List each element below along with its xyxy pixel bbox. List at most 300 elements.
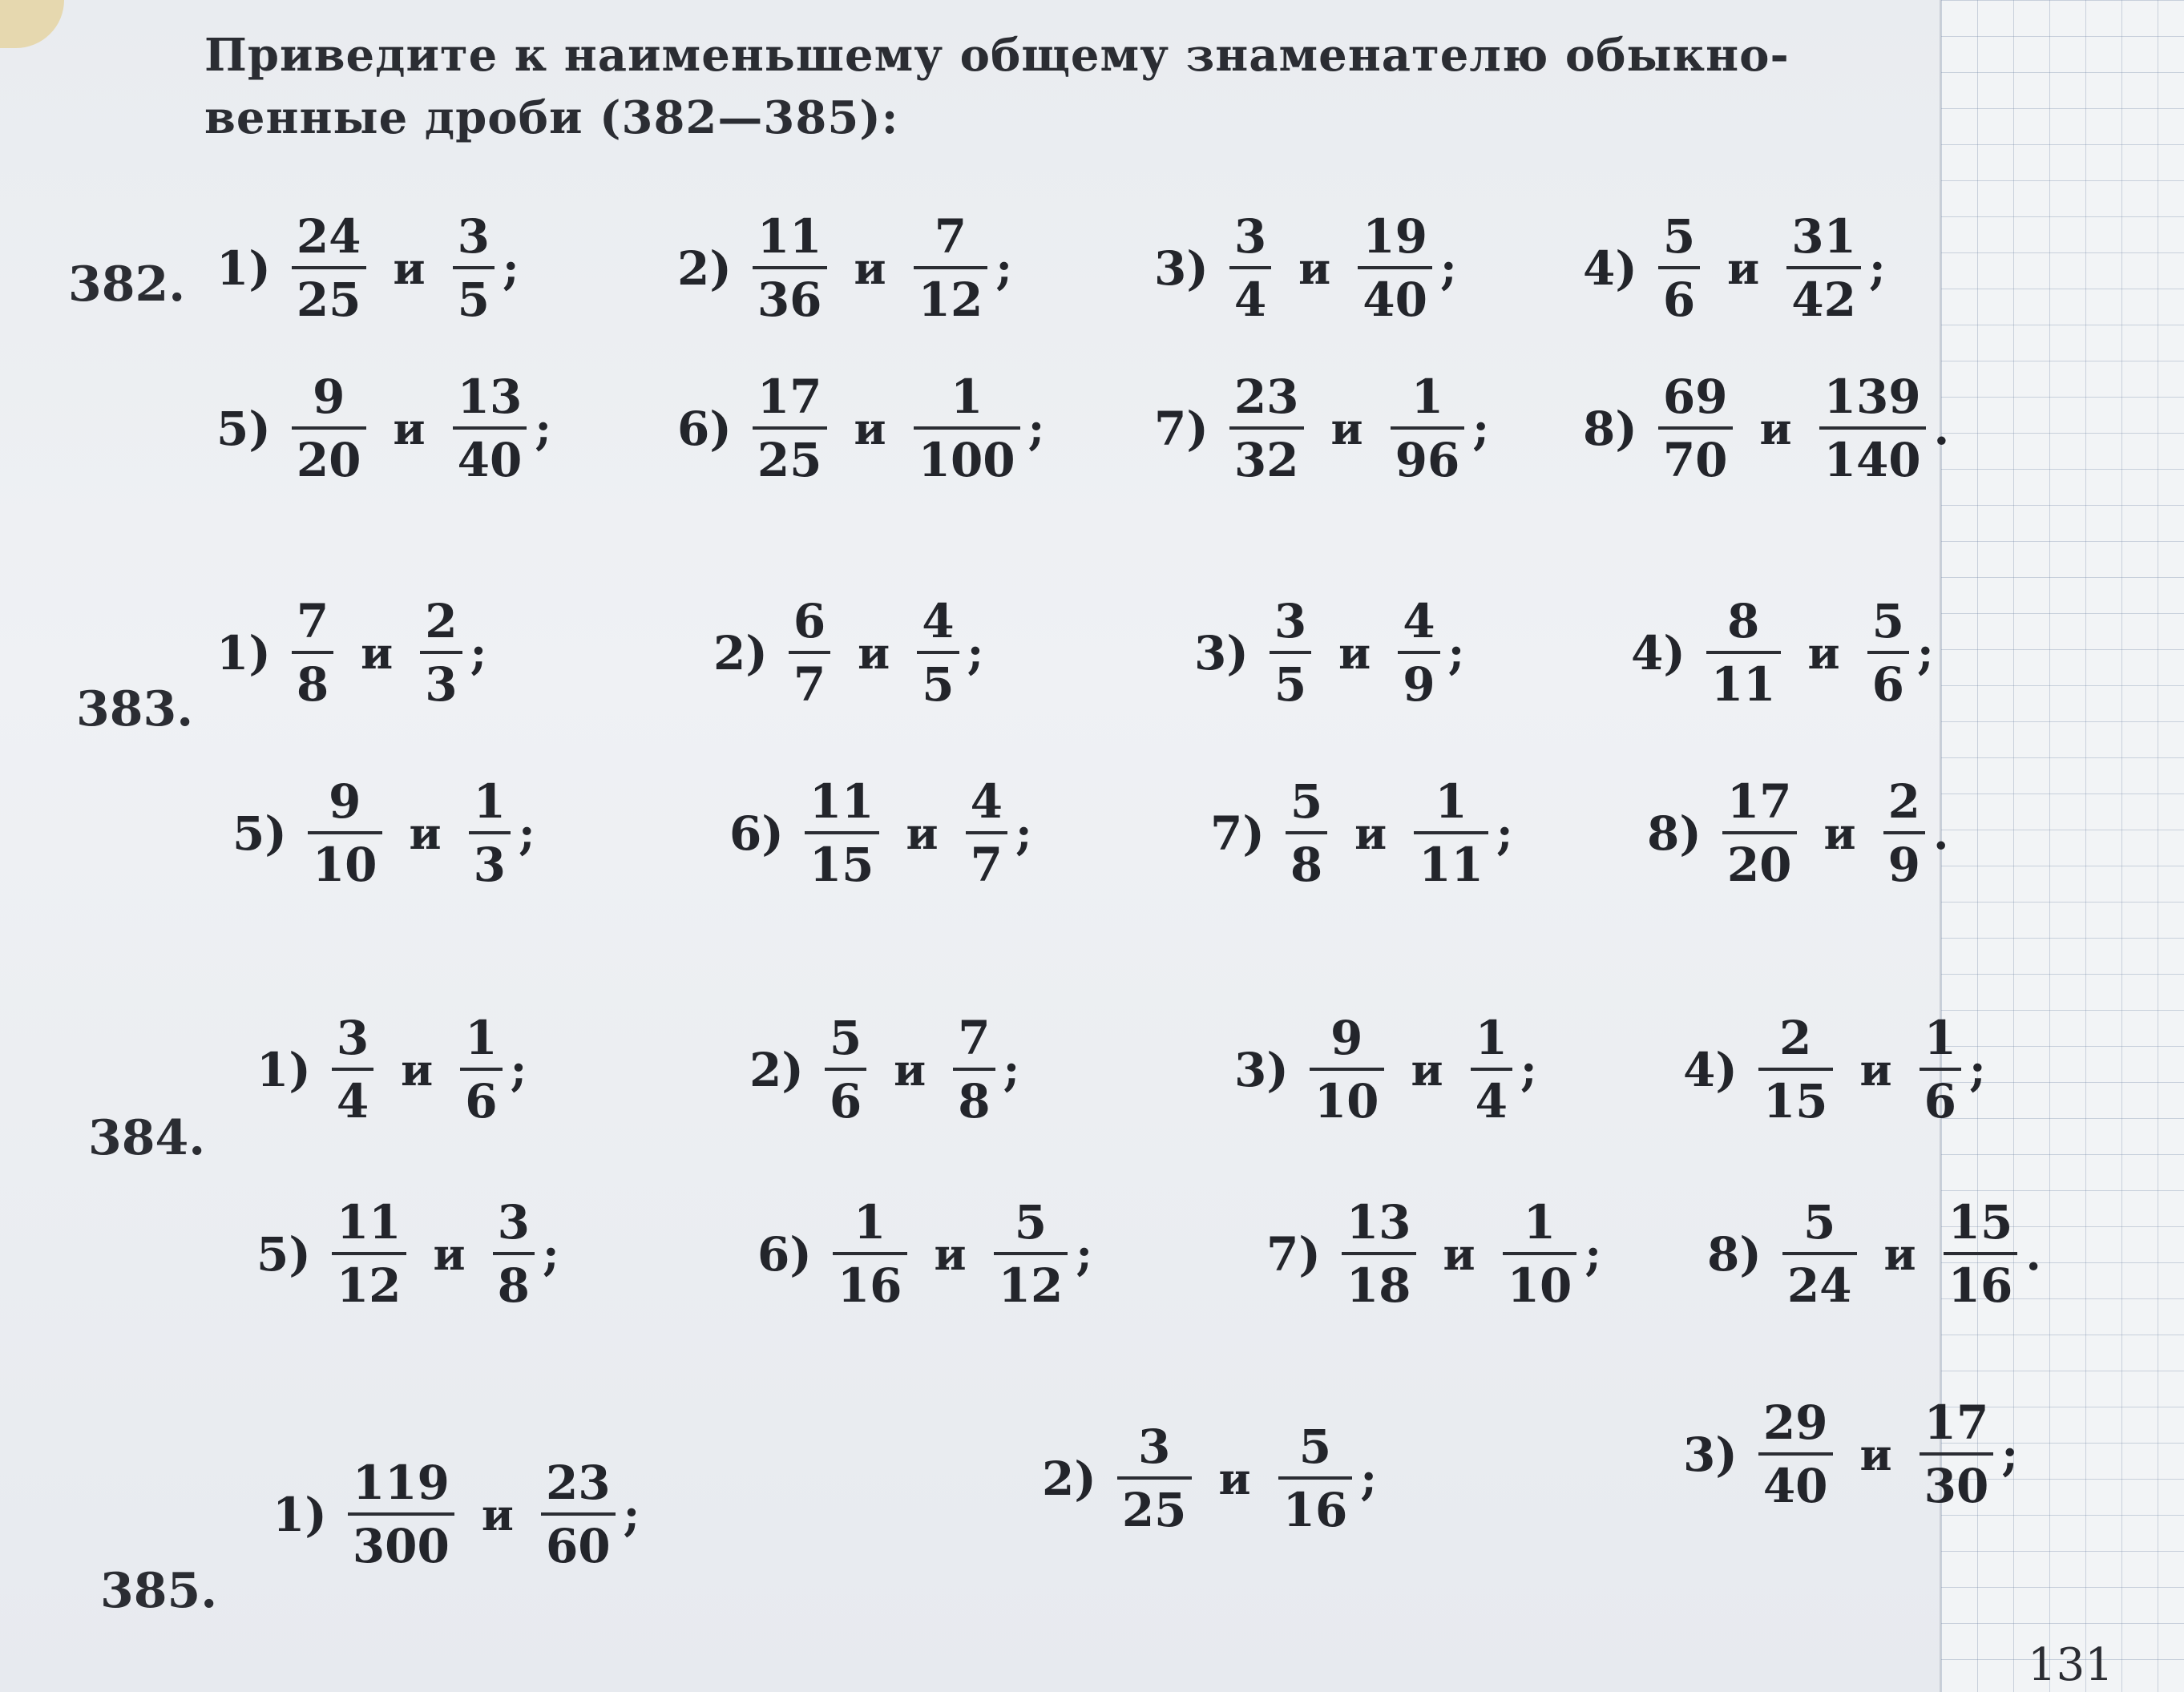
numerator: 1 — [473, 774, 506, 829]
fraction-bar — [292, 266, 366, 269]
first-fraction — [332, 1195, 406, 1313]
denominator: 25 — [757, 432, 822, 487]
conjunction: и — [1338, 627, 1371, 679]
item-label: 1) — [216, 625, 271, 680]
numerator: 5 — [1290, 774, 1323, 829]
first-fraction — [1758, 1011, 1833, 1129]
first-fraction — [753, 209, 827, 327]
fraction-bar — [1398, 651, 1439, 654]
exercise-item — [256, 1011, 527, 1129]
fraction-bar — [1658, 266, 1700, 269]
denominator: 7 — [793, 656, 826, 712]
first-fraction — [1229, 369, 1304, 487]
denominator: 8 — [958, 1073, 991, 1129]
exercise-item — [216, 594, 487, 712]
numerator: 2 — [1778, 1011, 1812, 1065]
first-fraction — [1722, 774, 1797, 892]
first-fraction — [348, 1456, 454, 1573]
numerator: 29 — [1762, 1395, 1828, 1450]
exercise-item — [677, 369, 1045, 487]
denominator: 40 — [1762, 1458, 1828, 1513]
fraction-bar — [917, 651, 959, 654]
denominator: 9 — [1403, 656, 1435, 712]
item-punctuation: ; — [1916, 626, 1934, 680]
second-fraction — [1414, 774, 1488, 892]
exercise-number: 382. — [68, 256, 186, 313]
item-punctuation: ; — [518, 806, 535, 860]
fraction-bar — [1229, 266, 1271, 269]
fraction-bar — [753, 426, 827, 430]
item-punctuation: ; — [1027, 402, 1045, 455]
denominator: 8 — [497, 1258, 530, 1313]
second-fraction — [1819, 369, 1926, 487]
item-punctuation: ; — [2001, 1427, 2018, 1481]
denominator: 40 — [1362, 272, 1427, 327]
second-fraction — [469, 774, 511, 892]
numerator: 119 — [352, 1456, 450, 1510]
first-fraction — [1658, 209, 1700, 327]
exercise-item — [713, 594, 984, 712]
fraction-bar — [966, 831, 1007, 834]
numerator: 31 — [1791, 209, 1856, 264]
numerator: 23 — [545, 1456, 611, 1510]
fraction-bar — [348, 1512, 454, 1516]
numerator: 5 — [829, 1011, 862, 1065]
fraction-bar — [1944, 1252, 2018, 1255]
item-label: 7) — [1210, 806, 1265, 861]
conjunction: и — [1859, 1428, 1892, 1480]
exercise-item — [1266, 1195, 1601, 1313]
first-fraction — [1706, 594, 1781, 712]
item-punctuation: ; — [1003, 1043, 1020, 1096]
numerator: 139 — [1823, 369, 1921, 424]
item-label: 8) — [1647, 806, 1702, 861]
numerator: 2 — [1887, 774, 1920, 829]
exercise-item — [1194, 594, 1465, 712]
conjunction: и — [1330, 402, 1363, 454]
fraction-bar — [1883, 831, 1925, 834]
numerator: 13 — [457, 369, 523, 424]
item-label: 3) — [1683, 1427, 1738, 1482]
item-label: 2) — [749, 1042, 804, 1097]
item-label: 2) — [677, 240, 732, 296]
conjunction: и — [433, 1228, 466, 1280]
denominator: 6 — [1871, 656, 1904, 712]
fraction-bar — [332, 1252, 406, 1255]
item-punctuation: ; — [510, 1043, 527, 1096]
second-fraction — [1920, 1011, 1961, 1129]
second-fraction — [1391, 369, 1465, 487]
denominator: 5 — [1274, 656, 1307, 712]
denominator: 300 — [352, 1518, 450, 1573]
item-punctuation: ; — [1585, 1227, 1601, 1281]
conjunction: и — [1859, 1044, 1892, 1096]
second-fraction — [453, 209, 495, 327]
item-punctuation: . — [1932, 806, 1949, 860]
numerator: 4 — [1403, 594, 1435, 648]
numerator: 11 — [757, 209, 822, 264]
second-fraction — [493, 1195, 535, 1313]
item-label: 3) — [1154, 240, 1209, 296]
item-label: 7) — [1154, 401, 1209, 456]
fraction-bar — [953, 1068, 995, 1071]
denominator: 16 — [1948, 1258, 2013, 1313]
numerator: 3 — [336, 1011, 369, 1065]
fraction-bar — [1758, 1452, 1833, 1456]
fraction-bar — [1286, 831, 1327, 834]
denominator: 6 — [465, 1073, 498, 1129]
denominator: 4 — [1233, 272, 1267, 327]
denominator: 11 — [1419, 837, 1484, 892]
second-fraction — [1398, 594, 1439, 712]
item-punctuation: ; — [1472, 402, 1489, 455]
first-fraction — [1758, 1395, 1833, 1513]
conjunction: и — [393, 242, 426, 294]
second-fraction — [453, 369, 527, 487]
denominator: 96 — [1395, 432, 1460, 487]
fraction-bar — [420, 651, 462, 654]
item-punctuation: ; — [1076, 1227, 1092, 1281]
item-punctuation: ; — [1360, 1452, 1377, 1505]
denominator: 140 — [1823, 432, 1921, 487]
first-fraction — [308, 774, 382, 892]
numerator: 13 — [1346, 1195, 1411, 1250]
exercise-item — [216, 209, 519, 327]
fraction-bar — [1270, 651, 1311, 654]
denominator: 7 — [970, 837, 1003, 892]
second-fraction — [1883, 774, 1925, 892]
item-label: 4) — [1683, 1042, 1738, 1097]
second-fraction — [541, 1456, 616, 1573]
conjunction: и — [401, 1044, 434, 1096]
denominator: 16 — [1282, 1482, 1348, 1537]
conjunction: и — [894, 1044, 926, 1096]
numerator: 5 — [1871, 594, 1904, 648]
numerator: 9 — [1330, 1011, 1363, 1065]
fraction-bar — [1358, 266, 1432, 269]
denominator: 3 — [425, 656, 458, 712]
numerator: 3 — [1137, 1419, 1171, 1474]
item-punctuation: ; — [967, 626, 984, 680]
second-fraction — [914, 209, 988, 327]
denominator: 18 — [1346, 1258, 1411, 1313]
numerator: 1 — [465, 1011, 498, 1065]
conjunction: и — [361, 627, 394, 679]
conjunction: и — [1411, 1044, 1443, 1096]
item-label: 6) — [677, 401, 732, 456]
conjunction: и — [393, 402, 426, 454]
denominator: 6 — [829, 1073, 862, 1129]
item-label: 8) — [1583, 401, 1637, 456]
conjunction: и — [1354, 807, 1387, 859]
numerator: 5 — [1014, 1195, 1048, 1250]
first-fraction — [292, 209, 366, 327]
first-fraction — [1310, 1011, 1384, 1129]
numerator: 24 — [296, 209, 361, 264]
numerator: 2 — [425, 594, 458, 648]
exercise-number: 383. — [76, 681, 194, 737]
second-fraction — [914, 369, 1020, 487]
numerator: 9 — [312, 369, 345, 424]
first-fraction — [1782, 1195, 1857, 1313]
item-label: 4) — [1583, 240, 1637, 296]
item-punctuation: ; — [1868, 241, 1886, 295]
numerator: 3 — [497, 1195, 530, 1250]
item-label: 5) — [256, 1226, 311, 1282]
fraction-bar — [914, 266, 988, 269]
denominator: 30 — [1924, 1458, 1989, 1513]
exercise-item — [1583, 369, 1950, 487]
item-punctuation: ; — [1447, 626, 1465, 680]
item-label: 2) — [713, 625, 768, 680]
second-fraction — [1503, 1195, 1577, 1313]
fraction-bar — [1722, 831, 1797, 834]
fraction-bar — [332, 1068, 373, 1071]
fraction-bar — [825, 1068, 866, 1071]
second-fraction — [966, 774, 1007, 892]
item-punctuation: ; — [1439, 241, 1457, 295]
fraction-bar — [292, 426, 366, 430]
first-fraction — [825, 1011, 866, 1129]
exercise-item — [1683, 1011, 1986, 1129]
second-fraction — [1278, 1419, 1353, 1537]
denominator: 3 — [473, 837, 506, 892]
denominator: 42 — [1791, 272, 1856, 327]
second-fraction — [460, 1011, 502, 1129]
item-label: 7) — [1266, 1226, 1321, 1282]
conjunction: и — [1759, 402, 1792, 454]
fraction-bar — [1786, 266, 1861, 269]
denominator: 100 — [918, 432, 1015, 487]
numerator: 17 — [1924, 1395, 1989, 1450]
exercise-item — [1631, 594, 1934, 712]
fraction-bar — [1706, 651, 1781, 654]
first-fraction — [292, 369, 366, 487]
item-punctuation: ; — [1015, 806, 1032, 860]
numerator: 1 — [1435, 774, 1467, 829]
numerator: 3 — [1274, 594, 1307, 648]
numerator: 1 — [1411, 369, 1444, 424]
fraction-bar — [1819, 426, 1926, 430]
fraction-bar — [453, 426, 527, 430]
fraction-bar — [453, 266, 495, 269]
numerator: 1 — [1924, 1011, 1956, 1065]
fraction-bar — [1920, 1068, 1961, 1071]
denominator: 10 — [1507, 1258, 1572, 1313]
numerator: 15 — [1948, 1195, 2013, 1250]
second-fraction — [420, 594, 462, 712]
denominator: 40 — [457, 432, 523, 487]
exercise-item — [749, 1011, 1020, 1129]
numerator: 19 — [1362, 209, 1427, 264]
denominator: 32 — [1233, 432, 1299, 487]
conjunction: и — [854, 402, 886, 454]
conjunction: и — [1298, 242, 1331, 294]
fraction-bar — [541, 1512, 616, 1516]
numerator: 7 — [934, 209, 967, 264]
second-fraction — [1786, 209, 1861, 327]
numerator: 11 — [809, 774, 874, 829]
second-fraction — [1944, 1195, 2018, 1313]
second-fraction — [953, 1011, 995, 1129]
heading-line-2: венные дроби (382—385): — [204, 91, 899, 144]
fraction-bar — [1758, 1068, 1833, 1071]
item-label: 1) — [216, 240, 271, 296]
exercise-item — [1154, 369, 1489, 487]
fraction-bar — [493, 1252, 535, 1255]
item-punctuation: . — [2025, 1227, 2041, 1281]
numerator: 3 — [457, 209, 490, 264]
item-punctuation: ; — [542, 1227, 559, 1281]
numerator: 1 — [853, 1195, 886, 1250]
exercise-item — [216, 369, 551, 487]
first-fraction — [1117, 1419, 1192, 1537]
fraction-bar — [1414, 831, 1488, 834]
denominator: 12 — [336, 1258, 402, 1313]
item-punctuation: ; — [1520, 1043, 1537, 1096]
denominator: 6 — [1662, 272, 1696, 327]
numerator: 6 — [793, 594, 826, 648]
exercise-item — [1683, 1395, 2018, 1513]
second-fraction — [1867, 594, 1909, 712]
numerator: 5 — [1803, 1195, 1836, 1250]
corner-mark — [0, 0, 64, 48]
numerator: 4 — [922, 594, 955, 648]
denominator: 10 — [1314, 1073, 1379, 1129]
fraction-bar — [1503, 1252, 1577, 1255]
exercise-item — [1583, 209, 1886, 327]
fraction-bar — [1867, 651, 1909, 654]
denominator: 25 — [296, 272, 361, 327]
fraction-bar — [1391, 426, 1465, 430]
conjunction: и — [906, 807, 939, 859]
item-label: 1) — [272, 1487, 327, 1542]
denominator: 15 — [809, 837, 874, 892]
first-fraction — [1658, 369, 1733, 487]
fraction-bar — [1117, 1476, 1192, 1480]
denominator: 20 — [1726, 837, 1792, 892]
item-label: 3) — [1194, 625, 1249, 680]
denominator: 5 — [457, 272, 490, 327]
item-label: 4) — [1631, 625, 1685, 680]
denominator: 70 — [1662, 432, 1728, 487]
denominator: 12 — [998, 1258, 1064, 1313]
second-fraction — [1358, 209, 1432, 327]
fraction-bar — [308, 831, 382, 834]
first-fraction — [833, 1195, 907, 1313]
fraction-bar — [1229, 426, 1304, 430]
item-label: 1) — [256, 1042, 311, 1097]
first-fraction — [753, 369, 827, 487]
denominator: 25 — [1121, 1482, 1187, 1537]
item-label: 6) — [729, 806, 784, 861]
heading-line-1: Приведите к наименьшему общему знаменателю обыкно- — [204, 29, 1790, 82]
fraction-bar — [789, 651, 830, 654]
fraction-bar — [1278, 1476, 1353, 1480]
conjunction: и — [934, 1228, 967, 1280]
fraction-bar — [292, 651, 333, 654]
conjunction: и — [858, 627, 890, 679]
item-label: 3) — [1234, 1042, 1289, 1097]
numerator: 4 — [970, 774, 1003, 829]
denominator: 4 — [336, 1073, 369, 1129]
fraction-bar — [753, 266, 827, 269]
exercise-item — [677, 209, 1012, 327]
numerator: 7 — [958, 1011, 991, 1065]
numerator: 1 — [950, 369, 983, 424]
numerator: 8 — [1726, 594, 1760, 648]
numerator: 23 — [1233, 369, 1299, 424]
first-fraction — [805, 774, 879, 892]
exercise-item — [729, 774, 1032, 892]
exercise-item — [1210, 774, 1513, 892]
numerator: 11 — [336, 1195, 402, 1250]
fraction-bar — [994, 1252, 1068, 1255]
fraction-bar — [1310, 1068, 1384, 1071]
fraction-bar — [460, 1068, 502, 1071]
numerator: 1 — [1475, 1011, 1508, 1065]
conjunction: и — [481, 1488, 514, 1541]
exercise-item — [1042, 1419, 1377, 1537]
denominator: 60 — [545, 1518, 611, 1573]
second-fraction — [1471, 1011, 1512, 1129]
denominator: 36 — [757, 272, 822, 327]
denominator: 6 — [1924, 1073, 1956, 1129]
exercise-item — [1647, 774, 1949, 892]
item-label: 5) — [216, 401, 271, 456]
first-fraction — [292, 594, 333, 712]
denominator: 8 — [1290, 837, 1323, 892]
item-label: 6) — [757, 1226, 812, 1282]
first-fraction — [332, 1011, 373, 1129]
fraction-bar — [1342, 1252, 1416, 1255]
conjunction: и — [854, 242, 886, 294]
numerator: 5 — [1662, 209, 1696, 264]
numerator: 17 — [757, 369, 822, 424]
exercise-item — [757, 1195, 1092, 1313]
denominator: 8 — [296, 656, 329, 712]
fraction-bar — [1782, 1252, 1857, 1255]
item-punctuation: ; — [470, 626, 487, 680]
numerator: 9 — [328, 774, 361, 829]
first-fraction — [789, 594, 830, 712]
first-fraction — [1286, 774, 1327, 892]
denominator: 15 — [1762, 1073, 1828, 1129]
fraction-bar — [1658, 426, 1733, 430]
fraction-bar — [1920, 1452, 1994, 1456]
numerator: 1 — [1523, 1195, 1556, 1250]
exercise-number: 384. — [88, 1110, 206, 1166]
conjunction: и — [1218, 1452, 1251, 1504]
conjunction: и — [409, 807, 442, 859]
fraction-bar — [469, 831, 511, 834]
fraction-bar — [805, 831, 879, 834]
exercise-item — [1154, 209, 1457, 327]
numerator: 17 — [1726, 774, 1792, 829]
conjunction: и — [1823, 807, 1856, 859]
exercise-number: 385. — [100, 1563, 218, 1619]
item-punctuation: ; — [995, 241, 1012, 295]
denominator: 10 — [312, 837, 377, 892]
fraction-bar — [1471, 1068, 1512, 1071]
fraction-bar — [833, 1252, 907, 1255]
denominator: 11 — [1710, 656, 1776, 712]
first-fraction — [1270, 594, 1311, 712]
item-punctuation: ; — [1968, 1043, 1986, 1096]
conjunction: и — [1807, 627, 1840, 679]
first-fraction — [1229, 209, 1271, 327]
exercise-item — [272, 1456, 640, 1573]
